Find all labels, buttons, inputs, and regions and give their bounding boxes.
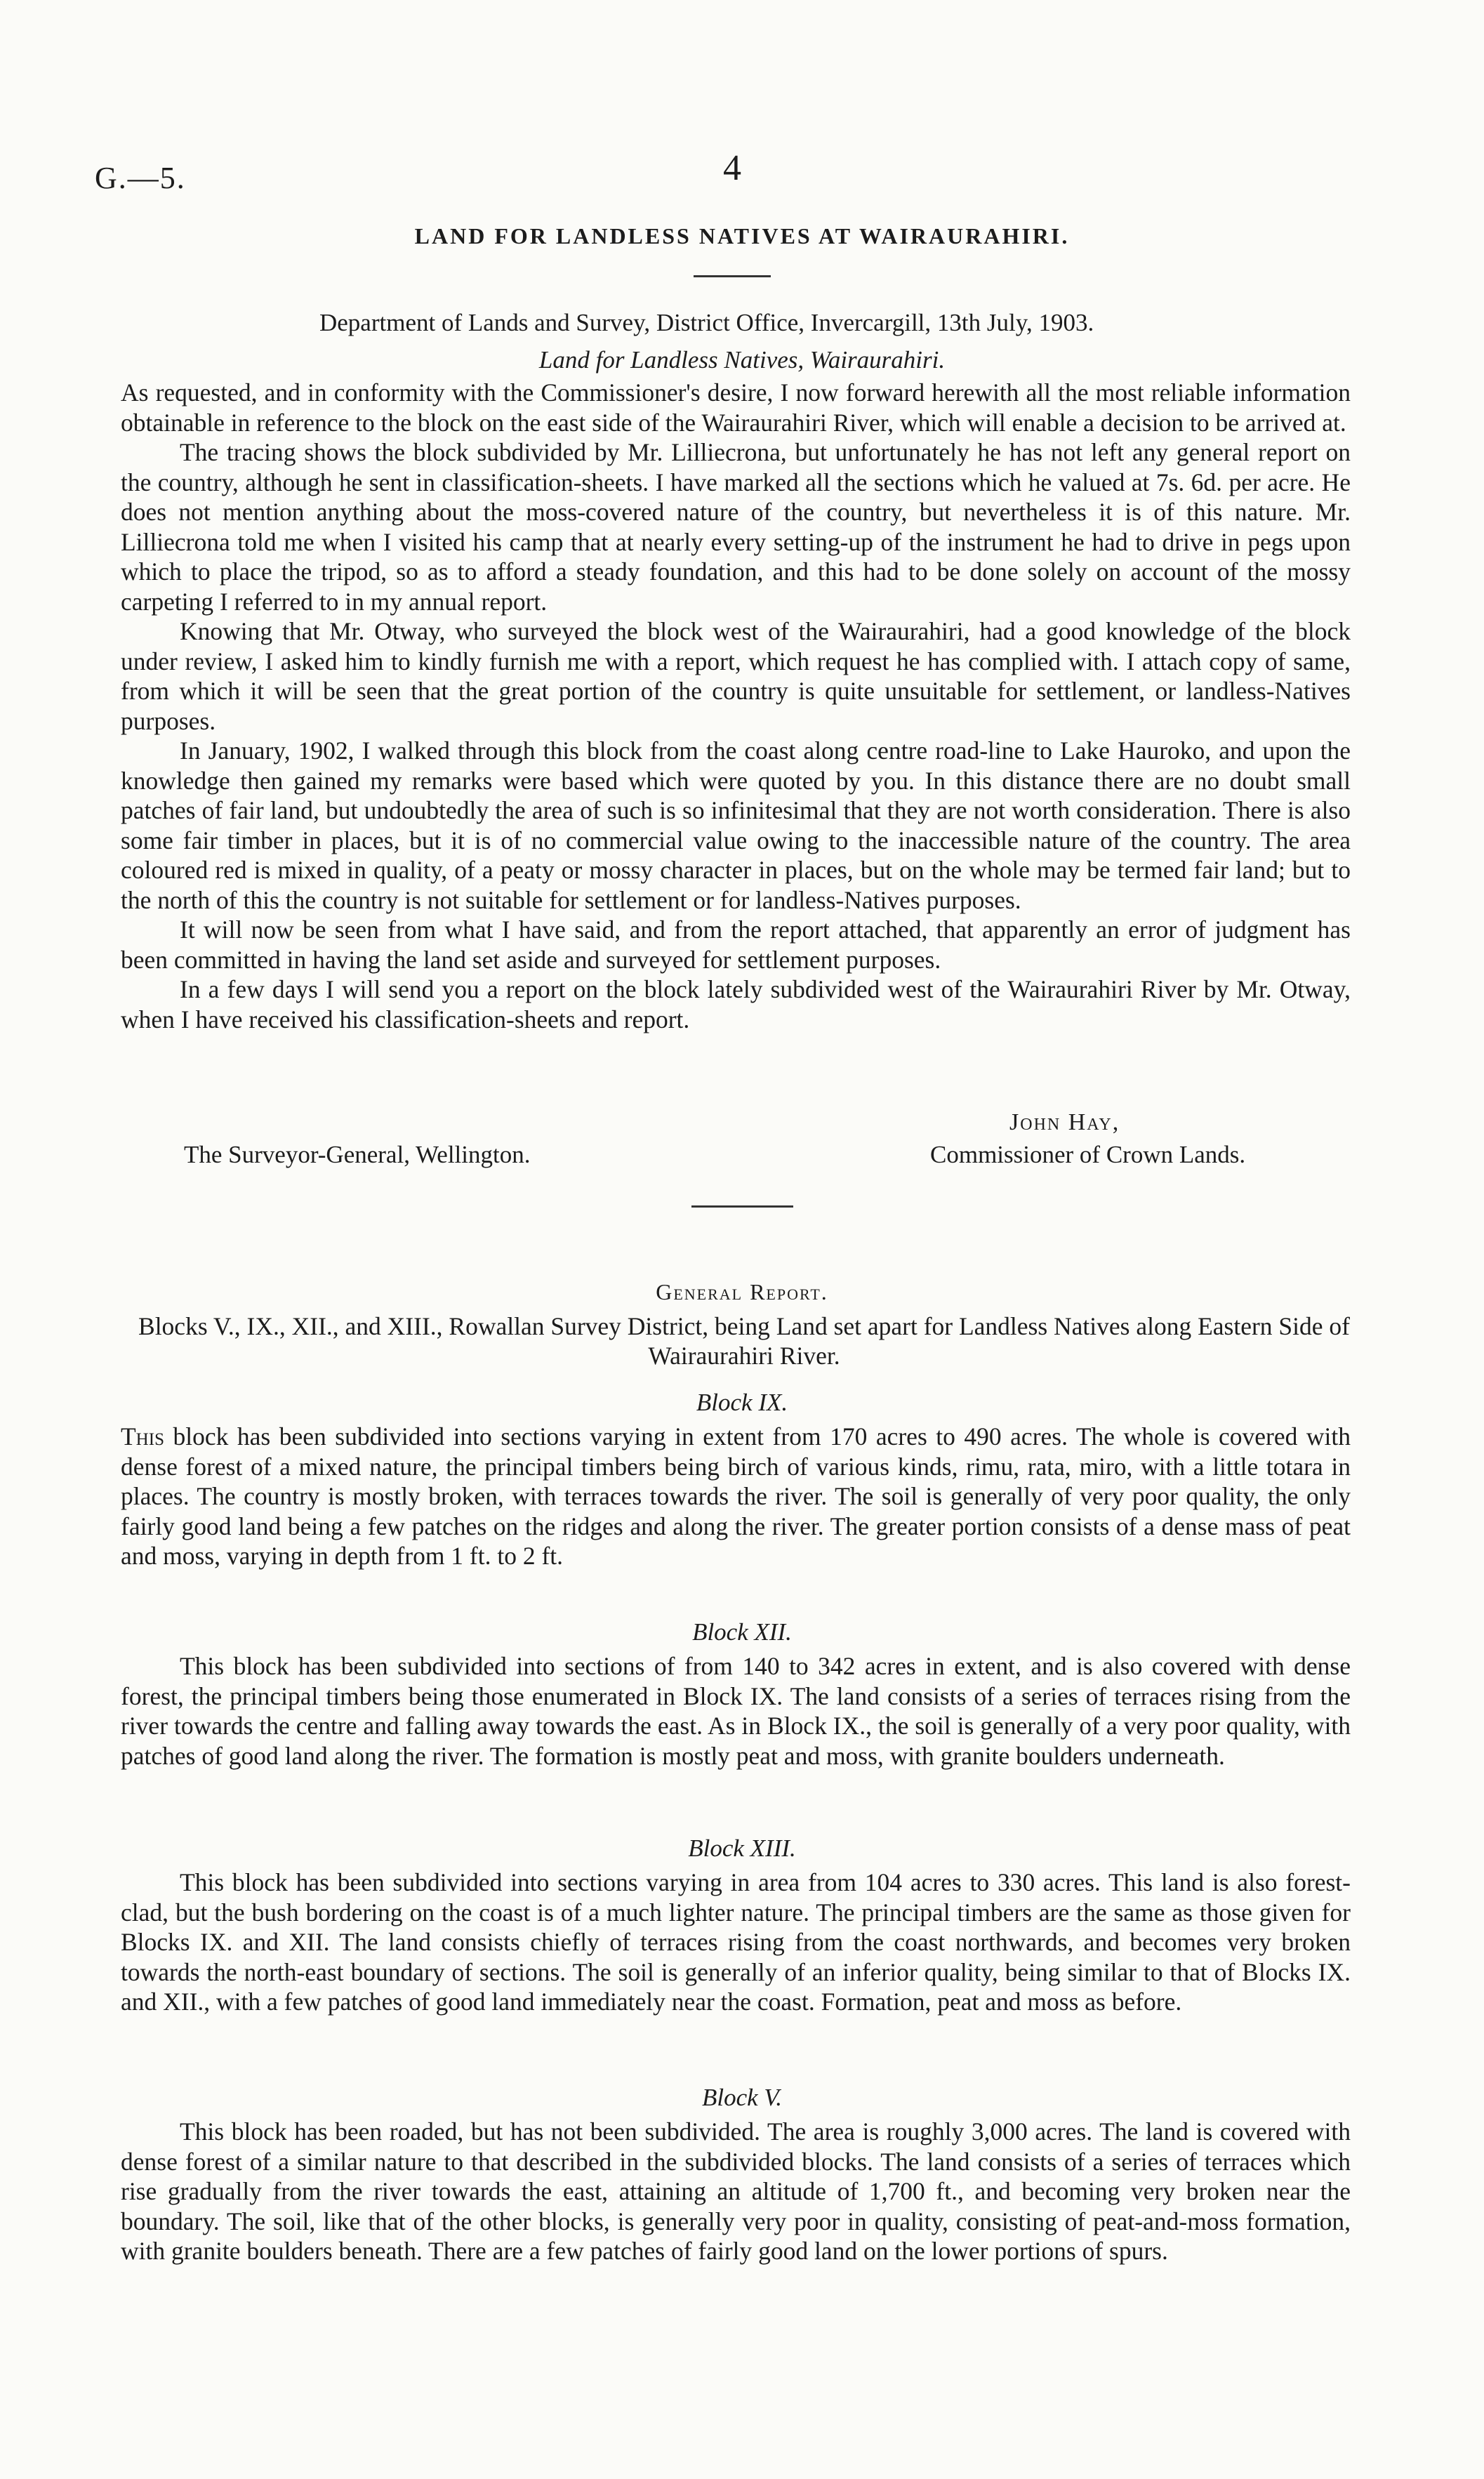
block-xii-text (121, 1651, 1351, 1771)
page-title: LAND FOR LANDLESS NATIVES AT WAIRAURAHIRI. (414, 223, 1070, 249)
signature-title: Commissioner of Crown Lands. (930, 1141, 1246, 1168)
letter-paragraph: Knowing that Mr. Otway, who surveyed the block west of the Wairaurahiri, had a good knowledge of the block under review, I asked him to kindly furnish me with a report, which request he has complied with. I attach copy of same, from which it will be seen that the great portion of the country is quite unsuitable for settlement, or landless-Natives purposes. (121, 617, 1351, 735)
letter-body (121, 378, 1351, 1034)
block-xiii-heading: Block XIII. (688, 1835, 796, 1862)
letter-paragraph: In a few days I will send you a report on the block lately subdivided west of the Wairaurahiri River by Mr. Otway, when I have received his classification-sheets and report. (121, 975, 1351, 1033)
letter-paragraph: In January, 1902, I walked through this block from the coast along centre road-line to Lake Hauroko, and upon the knowledge then gained my remarks were based which were quoted by you. In this distance there are no doubt small patches of fair land, but undoubtedly the area of such is so infinitesimal that they are not worth consideration. There is also some fair timber in places, but it is of no commercial value owing to the inaccessible nature of the country. The area coloured red is mixed in quality, of a peaty or mossy character in places, but on the whole may be termed fair land; but to the north of this the country is not suitable for settlement or for landless-Natives purposes. (121, 736, 1351, 914)
letter-paragraph: As requested, and in conformity with the Commissioner's desire, I now forward herewith all the most reliable information obtainable in reference to the block on the east side of the Wairaurahiri River, which will enable a decision to be arrived at. (121, 378, 1351, 437)
block-xiii-body: This block has been subdivided into sections varying in area from 104 acres to 330 acres. This land is also forest-clad, but the bush bordering on the coast is of a much lighter nature. The principal timbers are the same as those given for Blocks IX. and XII. The land consists chiefly of terraces rising from the coast northwards, and becomes very broken towards the north-east boundary of sections. The soil is generally of an inferior quality, being similar to that of Blocks IX. and XII., with a few patches of good land immediately near the coast. Formation, peat and moss as before. (121, 1868, 1351, 2016)
block-xii-body: This block has been subdivided into sections of from 140 to 342 acres in extent, and is also covered with dense forest, the principal timbers being those enumerated in Block IX. The land consists of a series of terraces rising from the river towards the centre and falling away towards the east. As in Block IX., the soil is generally of a very poor quality, with patches of good land along the river. The formation is mostly peat and moss, with granite boulders underneath. (121, 1652, 1351, 1770)
letter-paragraph: It will now be seen from what I have said, and from the report attached, that apparently an error of judgment has been committed in having the land set aside and surveyed for settlement purposes. (121, 915, 1351, 974)
block-v-heading: Block V. (701, 2084, 783, 2111)
block-xiii-text (121, 1867, 1351, 2017)
document-reference: G.—5. (95, 161, 186, 195)
block-ix-text (121, 1422, 1351, 1571)
block-ix-body: block has been subdivided into sections varying in extent from 170 acres to 490 acres. The whole is covered with dense forest of a mixed nature, the principal timbers being birch of various kinds, rimu, rata, miro, with a little totara in places. The country is mostly broken, with terraces towards the river. The soil is generally of very poor quality, the only fairly good land being a few patches on the ridges and along the river. The greater portion consists of a dense mass of peat and moss, varying in depth from 1 ft. to 2 ft. (121, 1422, 1351, 1570)
letter-subject: Land for Landless Natives, Wairaurahiri. (538, 346, 946, 373)
block-v-text (121, 2117, 1351, 2266)
section-rule (691, 1205, 793, 1208)
block-ix-lead: This (121, 1422, 164, 1450)
page-number: 4 (723, 148, 741, 188)
block-v-body: This block has been roaded, but has not been subdivided. The area is roughly 3,000 acres. The land is covered with dense forest of a similar nature to that described in the subdivided blocks. The land consists of a series of terraces which rise gradually from the river towards the east, attaining an altitude of 1,700 ft., and becoming very broken near the boundary. The soil, like that of the other blocks, is generally very poor in quality, consisting of peat-and-moss formation, with granite boulders beneath. There are a few patches of fairly good land on the lower portions of spurs. (121, 2117, 1351, 2265)
letter-paragraph: The tracing shows the block subdivided by Mr. Lilliecrona, but unfortunately he has not left any general report on the country, although he sent in classification-sheets. I have marked all the sections which he valued at 7s. 6d. per acre. He does not mention anything about the moss-covered nature of the country, but nevertheless it is of this nature. Mr. Lilliecrona told me when I visited his camp that at nearly every setting-up of the instrument he had to drive in pegs upon which to place the tripod, so as to afford a steady foundation, and this had to be done solely on account of the mossy carpeting I referred to in my annual report. (121, 438, 1351, 616)
addressee: The Surveyor-General, Wellington. (184, 1141, 531, 1168)
block-xii-heading: Block XII. (692, 1618, 792, 1646)
letter-dateline: Department of Lands and Survey, District Office, Invercargill, 13th July, 1903. (319, 309, 1094, 336)
block-ix-heading: Block IX. (696, 1389, 788, 1416)
general-report-title: General Report. (656, 1279, 828, 1304)
general-report-subtitle: Blocks V., IX., XII., and XIII., Rowallan Survey District, being Land set apart for Landless Natives along Eastern Side of Wairaurahiri River. (138, 1312, 1350, 1370)
title-rule (694, 275, 771, 277)
signature-name: John Hay, (1009, 1109, 1120, 1135)
